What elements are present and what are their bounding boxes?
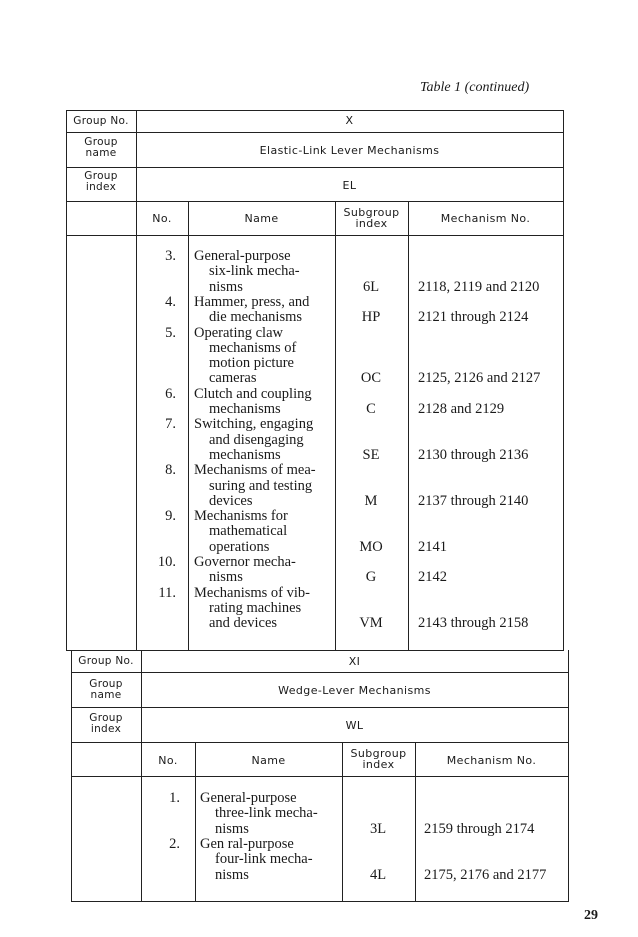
row-name-line: Clutch and coupling — [194, 385, 312, 402]
group-x-col-mechanism: Mechanism No. — [440, 212, 531, 225]
row-name-line: die mechanisms — [209, 309, 303, 326]
row-subgroup-index: M — [364, 492, 378, 509]
group-x-number-label: Group No. — [73, 115, 129, 127]
row-number: 8. — [165, 462, 176, 479]
group-x-index-label: Group index — [84, 170, 118, 193]
row-name-line: mathematical — [209, 523, 288, 540]
row-number: 10. — [157, 554, 176, 570]
group-x-number: X — [345, 114, 354, 127]
page-number: 29 — [584, 908, 598, 923]
group-x-name: Elastic-Link Lever Mechanisms — [259, 144, 440, 157]
row-subgroup-index: G — [365, 569, 377, 586]
row-name-line: mechanisms of — [209, 339, 297, 356]
row-name-line: operations — [209, 538, 270, 555]
row-mechanism-numbers: 2130 through 2136 — [418, 446, 529, 463]
row-mechanism-numbers: 2118, 2119 and 2120 — [418, 278, 540, 295]
row-name-line: three-link mecha- — [215, 805, 318, 822]
row-number: 6. — [165, 385, 176, 402]
row-subgroup-index: MO — [359, 538, 383, 555]
row-name-line: four-link mecha- — [215, 851, 313, 868]
row-name-line: Operating claw — [194, 324, 283, 341]
row-name-line: mechanisms — [209, 446, 281, 463]
group-x-col-no: No. — [152, 212, 172, 225]
row-name-line: General-purpose — [200, 790, 297, 806]
row-name-line: Mechanisms of vib- — [194, 584, 310, 601]
row-mechanism-numbers: 2125, 2126 and 2127 — [418, 370, 541, 387]
row-name-line: nisms — [209, 278, 243, 295]
row-number: 3. — [165, 248, 176, 264]
row-name-line: Mechanisms for — [194, 508, 288, 525]
row-name-line: Gen ral-purpose — [200, 835, 294, 852]
row-subgroup-index: VM — [359, 615, 383, 632]
row-mechanism-numbers: 2137 through 2140 — [418, 492, 529, 509]
row-number: 7. — [165, 416, 176, 433]
group-x-col-subgroup: Subgroup index — [343, 206, 400, 230]
row-name-line: mechanisms — [209, 401, 281, 417]
group-xi-index-label: Group index — [89, 712, 123, 735]
group-xi-name-label: Group name — [89, 678, 123, 701]
row-name-line: suring and testing — [209, 477, 313, 494]
group-x-col-name: Name — [244, 212, 279, 225]
row-subgroup-index: SE — [362, 446, 380, 463]
row-number: 4. — [165, 293, 176, 310]
row-name-line: and devices — [209, 615, 278, 632]
row-number: 1. — [169, 790, 180, 806]
row-mechanism-numbers: 2128 and 2129 — [418, 401, 505, 417]
row-number: 11. — [158, 584, 176, 601]
row-subgroup-index: 4L — [369, 866, 387, 883]
row-name-line: Hammer, press, and — [194, 293, 310, 310]
row-mechanism-numbers: 2141 — [418, 538, 447, 555]
row-number: 2. — [169, 835, 180, 852]
group-xi-col-mechanism: Mechanism No. — [446, 754, 537, 767]
row-name-line: devices — [209, 492, 253, 509]
row-name-line: six-link mecha- — [209, 263, 300, 280]
group-xi-col-no: No. — [158, 754, 178, 767]
row-number: 5. — [165, 324, 176, 341]
group-xi-col-subgroup: Subgroup index — [350, 747, 407, 771]
group-x-index: EL — [342, 179, 357, 192]
row-mechanism-numbers: 2142 — [418, 569, 447, 586]
row-subgroup-index: 3L — [369, 820, 387, 837]
row-name-line: and disengaging — [209, 431, 304, 448]
group-x-name-label: Group name — [84, 136, 118, 159]
row-mechanism-numbers: 2175, 2176 and 2177 — [424, 866, 547, 883]
row-name-line: motion picture — [209, 355, 294, 372]
row-name-line: General-purpose — [194, 248, 291, 264]
table-caption: Table 1 (continued) — [420, 80, 530, 95]
row-mechanism-numbers: 2159 through 2174 — [424, 820, 535, 837]
group-xi-index: WL — [345, 719, 364, 732]
row-name-line: nisms — [215, 820, 249, 837]
row-mechanism-numbers: 2121 through 2124 — [418, 309, 529, 326]
row-subgroup-index: C — [366, 401, 376, 417]
row-subgroup-index: HP — [361, 309, 381, 326]
row-name-line: rating machines — [209, 599, 302, 616]
row-name-line: cameras — [209, 370, 257, 387]
group-xi-name: Wedge-Lever Mechanisms — [278, 684, 431, 697]
row-name-line: Governor mecha- — [194, 554, 296, 570]
row-name-line: Switching, engaging — [194, 416, 314, 433]
row-name-line: nisms — [209, 569, 243, 586]
group-xi-number: XI — [348, 655, 361, 668]
row-name-line: Mechanisms of mea- — [194, 462, 316, 479]
row-number: 9. — [165, 508, 176, 525]
row-name-line: nisms — [215, 866, 249, 883]
group-xi-col-name: Name — [251, 754, 286, 767]
row-subgroup-index: OC — [360, 370, 382, 387]
group-xi-number-label: Group No. — [78, 655, 134, 667]
row-subgroup-index: 6L — [362, 278, 380, 295]
row-mechanism-numbers: 2143 through 2158 — [418, 615, 529, 632]
